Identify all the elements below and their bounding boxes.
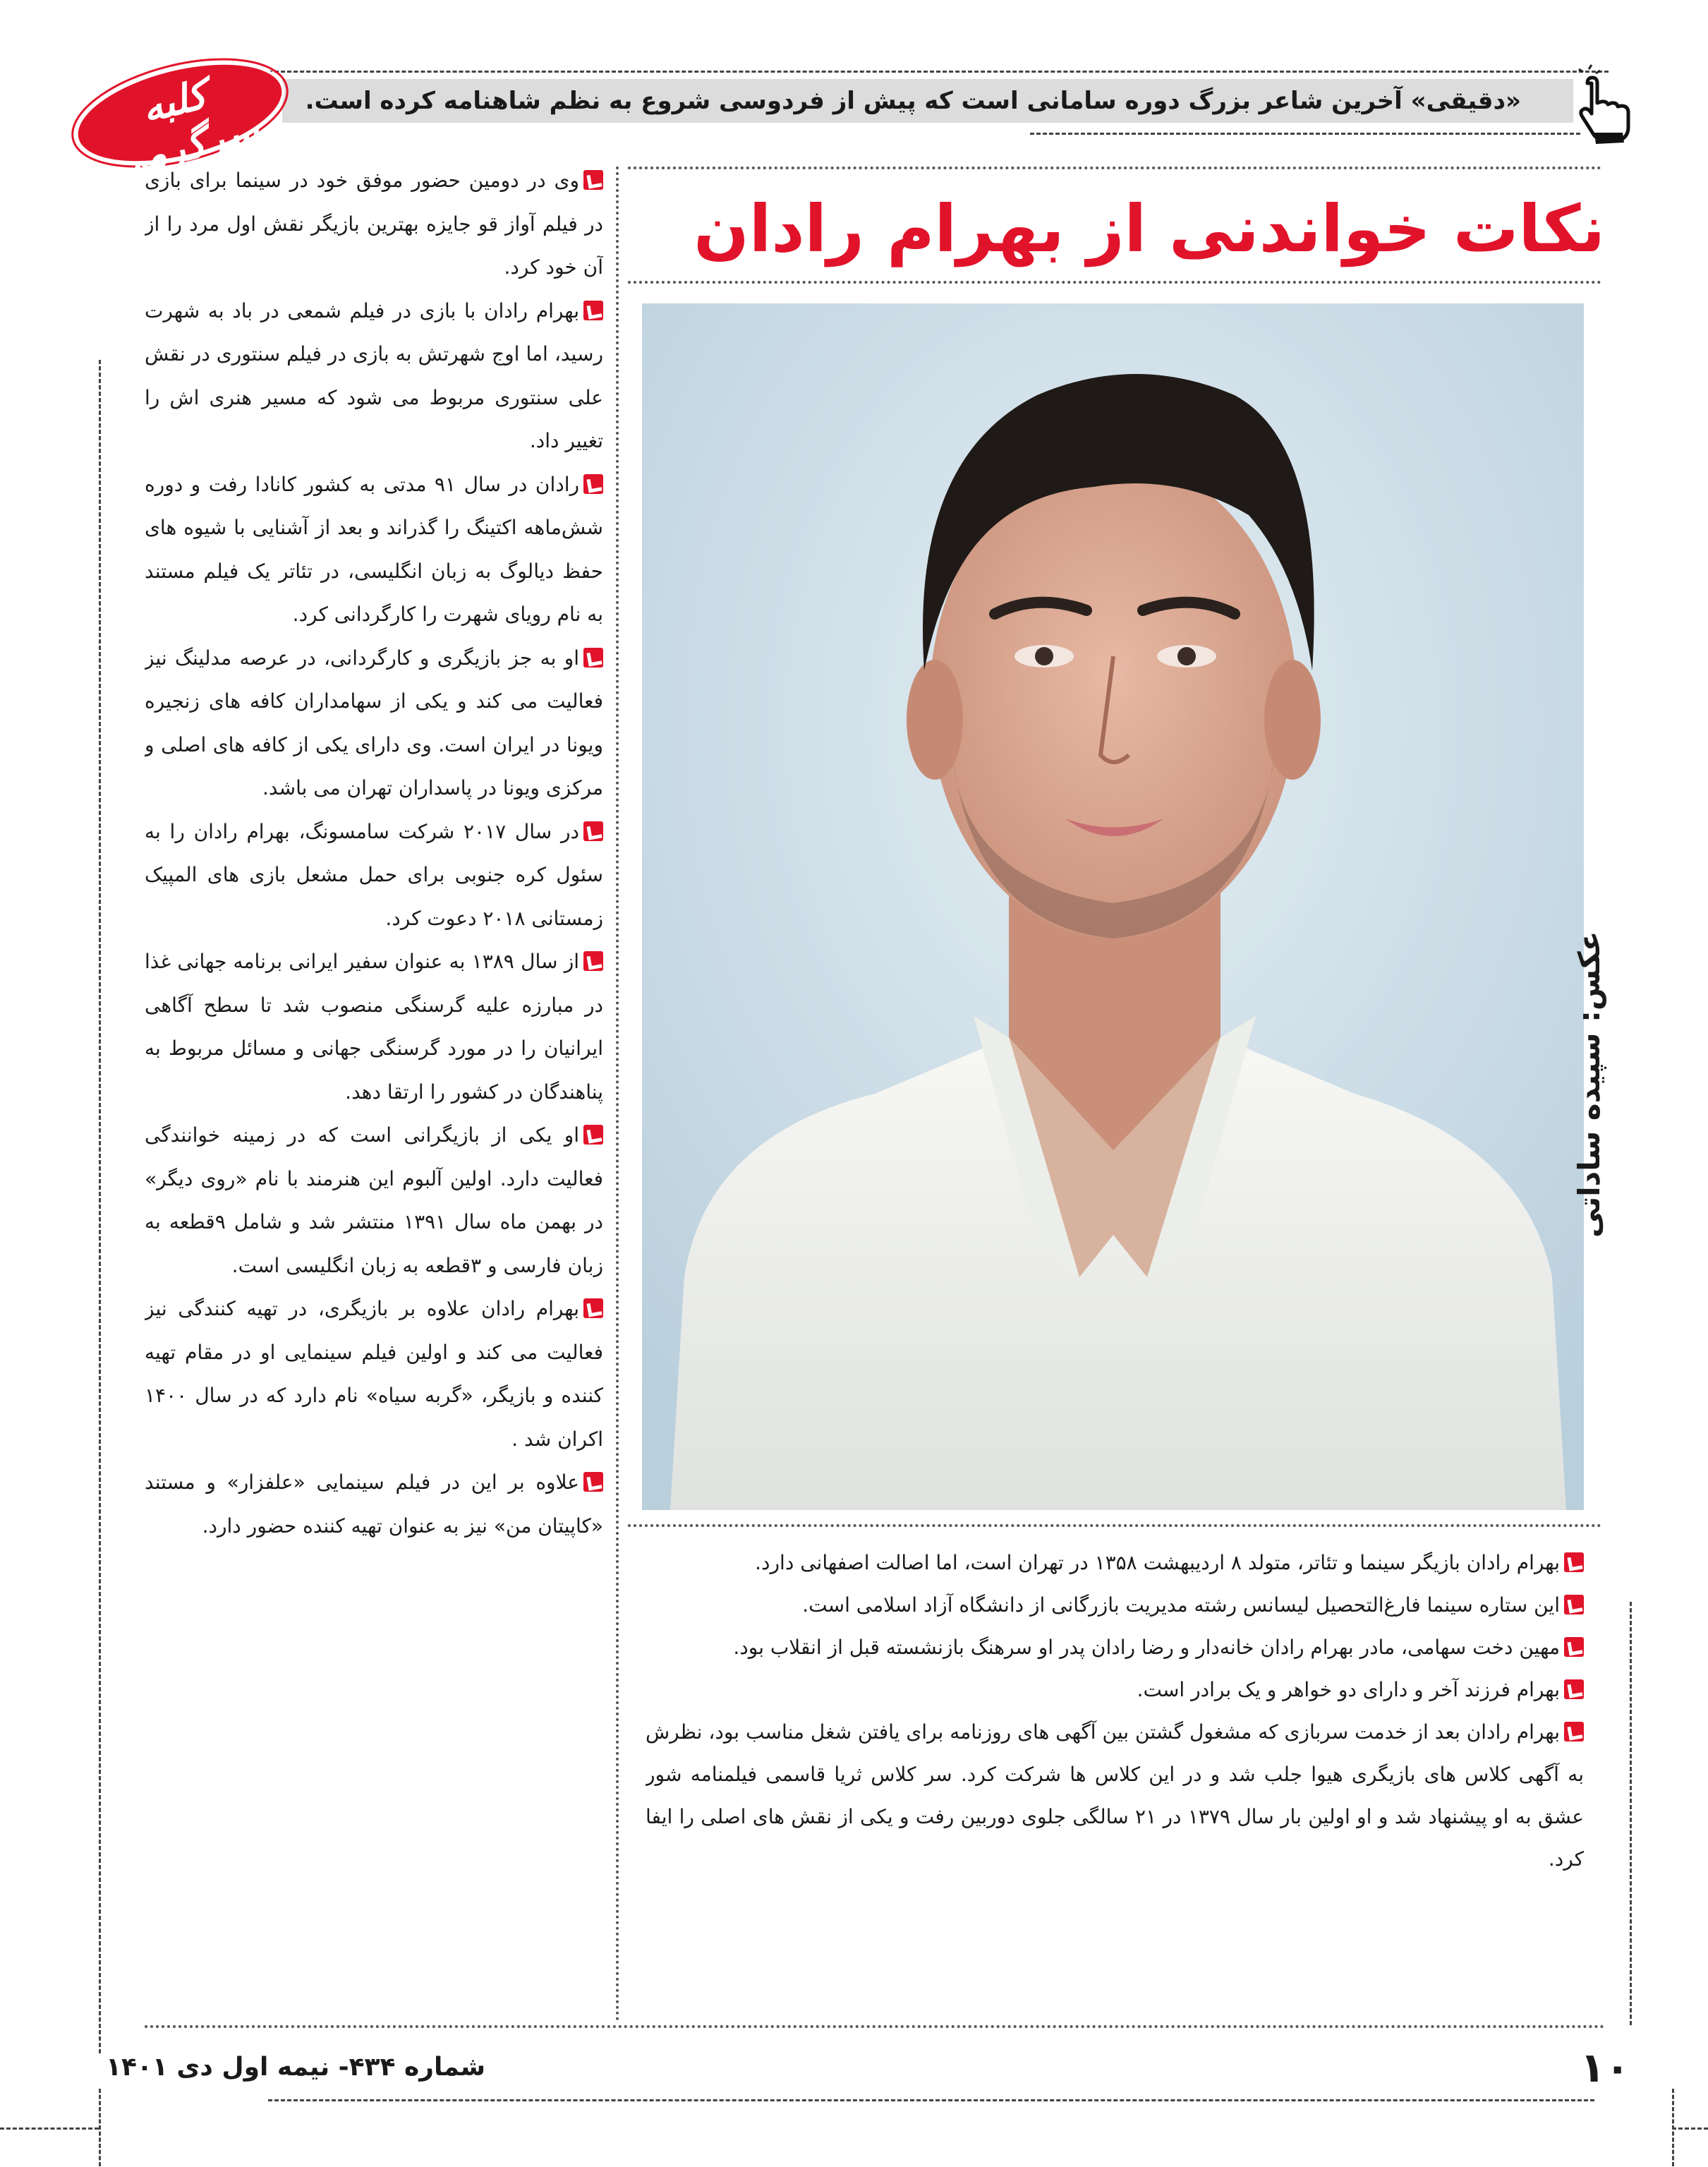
check-bullet-icon (583, 951, 603, 971)
item-text: بهرام فرزند آخر و دارای دو خواهر و یک برادر است. (1137, 1678, 1560, 1701)
title-rule-bottom (628, 281, 1601, 284)
crop-line-top (268, 71, 1609, 73)
item-text: مهین دخت سهامی، مادر بهرام رادان خانه‌دار و رضا رادان پدر او سرهنگ بازنشسته قبل از انقلاب بود. (733, 1636, 1560, 1659)
item-text: بهرام رادان بازیگر سینما و تئاتر، متولد ۸ اردیبهشت ۱۳۵۸ در تهران است، اما اصالت اصفهانی دارد. (755, 1551, 1560, 1574)
crop-line-bottom-3 (1672, 2127, 1708, 2130)
left-column (145, 159, 603, 2043)
pointer-hand-icon (1568, 62, 1645, 147)
check-bullet-icon (583, 170, 603, 190)
column-divider (616, 167, 619, 2022)
portrait-photo (642, 303, 1584, 1510)
crop-line-left-bottom (99, 2089, 101, 2166)
check-bullet-icon (583, 1298, 603, 1318)
check-bullet-icon (1564, 1552, 1584, 1572)
list-item (145, 810, 603, 941)
list-item (145, 636, 603, 810)
caption-rule (628, 1524, 1601, 1527)
check-bullet-icon (583, 1472, 603, 1492)
list-item (145, 940, 603, 1113)
page-number: ۱۰ (1580, 2044, 1630, 2091)
check-bullet-icon (1564, 1722, 1584, 1742)
check-bullet-icon (583, 821, 603, 841)
crop-line-top-2 (1030, 133, 1580, 135)
check-bullet-icon (1564, 1637, 1584, 1657)
item-text: بهرام رادان بعد از خدمت سربازی که مشغول گشتن بین آگهی های روزنامه برای یافتن شغل مناسب بود، نظرش به آگهی کلاس های بازیگری هیوا جلب شد و در این کلاس ها شرکت کرد. سر کلاس ثریا قاسمی فیلمنامه شور عشق به او پیشنهاد شد و او اولین بار سال ۱۳۷۹ در ۲۱ سالگی جلوی دوربین رفت و یکی از نقش های اصلی را ایفا کرد. (646, 1720, 1584, 1871)
crop-line-bottom-2 (0, 2127, 99, 2130)
check-bullet-icon (1564, 1679, 1584, 1699)
title-rule-top (628, 167, 1601, 169)
bottom-column (646, 1542, 1584, 2008)
crop-line-left (99, 360, 101, 2053)
item-text: رادان در سال ۹۱ مدتی به کشور کانادا رفت و دوره شش‌ماهه اکتینگ را گذراند و بعد از آشنایی با شیوه های حفظ دیالوگ به زبان انگلیسی، در تئاتر یک فیلم مستند به نام رویای شهرت را کارگردانی کرد. (145, 472, 603, 626)
photo-credit: عکس: سپیده ساداتی (1572, 931, 1606, 1238)
item-text: بهرام رادان با بازی در فیلم شمعی در باد به شهرت رسید، اما اوج شهرتش به بازی در فیلم سنتوری در نقش علی سنتوری مربوط می شود که مسیر هنری اش را تغییر داد. (145, 298, 603, 452)
list-item (646, 1669, 1584, 1711)
list-item (646, 1584, 1584, 1626)
logo-text: کلبه سرگرمی (107, 71, 264, 188)
list-item (646, 1542, 1584, 1584)
crop-line-right (1630, 1602, 1632, 2025)
list-item (145, 1113, 603, 1287)
list-item (145, 1461, 603, 1547)
header-fact: «دقیقی» آخرین شاعر بزرگ دوره سامانی است که پیش از فردوسی شروع به نظم شاهنامه کرده است. (305, 87, 1521, 115)
page-title: نکات خواندنی از بهرام رادان (694, 191, 1605, 267)
check-bullet-icon (583, 1125, 603, 1145)
check-bullet-icon (583, 474, 603, 494)
list-item (646, 1626, 1584, 1669)
check-bullet-icon (583, 648, 603, 668)
list-item (145, 1287, 603, 1461)
list-item (145, 289, 603, 463)
list-item (145, 463, 603, 636)
check-bullet-icon (1564, 1595, 1584, 1614)
issue-info: شماره ۴۳۴- نیمه اول دی ۱۴۰۱ (106, 2053, 486, 2082)
item-text: بهرام رادان علاوه بر بازیگری، در تهیه کنندگی نیز فعالیت می کند و اولین فیلم سینمایی او در مقام تهیه کننده و بازیگر، «گربه سیاه» نام دارد که در سال ۱۴۰۰ اکران شد . (145, 1297, 603, 1451)
crop-line-bottom (268, 2099, 1594, 2101)
item-text: این ستاره سینما فارغ‌التحصیل لیسانس رشته مدیریت بازرگانی از دانشگاه آزاد اسلامی است. (802, 1593, 1560, 1617)
item-text: از سال ۱۳۸۹ به عنوان سفیر ایرانی برنامه جهانی غذا در مبارزه علیه گرسنگی منصوب شد تا سطح آگاهی ایرانیان را در مورد گرسنگی جهانی و مسائل مربوط به پناهندگان در کشور را ارتقا دهد. (145, 950, 603, 1104)
list-item (145, 159, 603, 289)
item-text: در سال ۲۰۱۷ شرکت سامسونگ، بهرام رادان را به سئول کره جنوبی برای حمل مشعل بازی های المپیک زمستانی ۲۰۱۸ دعوت کرد. (145, 819, 603, 930)
list-item (646, 1711, 1584, 1881)
item-text: او یکی از بازیگرانی است که در زمینه خوانندگی فعالیت دارد. اولین آلبوم این هنرمند با نام «روی دیگر» در بهمن ماه سال ۱۳۹۱ منتشر شد و شامل ۹قطعه به زبان فارسی و ۳قطعه به زبان انگلیسی است. (145, 1123, 603, 1277)
check-bullet-icon (583, 301, 603, 320)
item-text: علاوه بر این در فیلم سینمایی «علفزار» و مستند «کاپیتان من» نیز به عنوان تهیه کننده حضور دارد. (145, 1471, 603, 1538)
item-text: او به جز بازیگری و کارگردانی، در عرصه مدلینگ نیز فعالیت می کند و یکی از سهامداران کافه های زنجیره ویونا در ایران است. وی دارای یکی از کافه های اصلی و مرکزی ویونا در پاسداران تهران می باشد. (145, 646, 603, 799)
item-text: وی در دومین حضور موفق خود در سینما برای بازی در فیلم آواز قو جایزه بهترین بازیگر نقش اول مرد را از آن خود کرد. (145, 169, 603, 279)
